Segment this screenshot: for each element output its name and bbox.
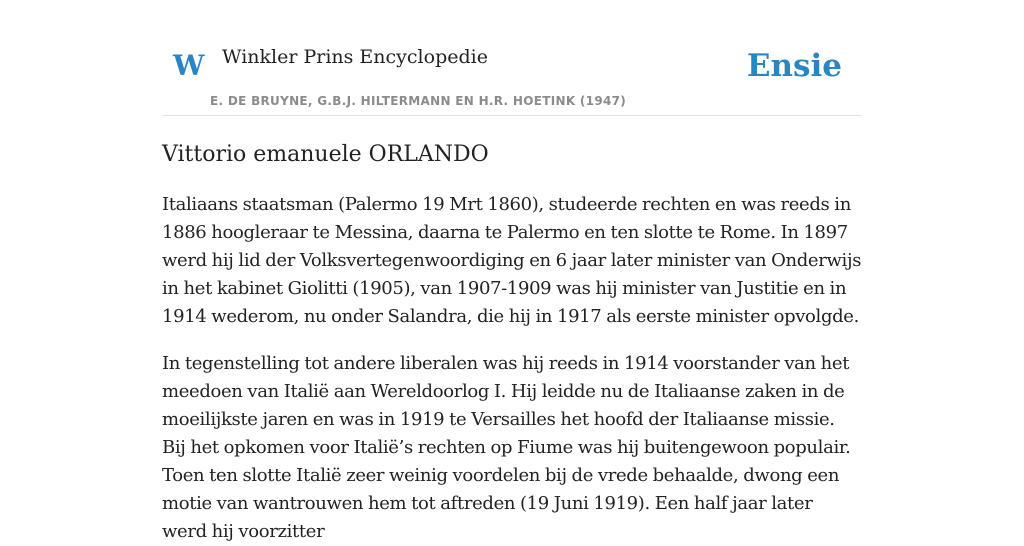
publication-title[interactable]: Winkler Prins Encyclopedie [222,46,488,68]
article-paragraph-2: In tegenstelling tot andere liberalen was hij reeds in 1914 voorstander van het meedoen van Italië aan Wereldoorlog I. Hij leidde nu de Italiaanse zaken in de moeilijkste jaren en was in 1919 te Versailles het hoofd der Italiaanse missie. Bij het opkomen voor Italië’s rechten op Fiume was hij buitengewoon populair. Toen ten slotte Italië zeer weinig voordelen bij de vrede behaalde, dwong een motie van wantrouwen hem tot aftreden (19 Juni 1919). Een half jaar later werd hij voorzitter [162,353,851,542]
site-header [162,0,862,116]
publication-authors: E. DE BRUYNE, G.B.J. HILTERMANN EN H.R. HOETINK (1947) [210,94,627,108]
article-paragraph-1: Italiaans staatsman (Palermo 19 Mrt 1860), studeerde rechten en was reeds in 1886 hoogleraar te Messina, daarna te Palermo en ten slotte te Rome. In 1897 werd hij lid der Volksvertegenwoordiging en 6 jaar later minister van Onderwijs in het kabinet Giolitti (1905), van 1907-1909 was hij minister van Justitie en in 1914 wederom, nu onder Salandra, die hij in 1917 als eerste minister opvolgde. [162,194,862,327]
publication-logo-icon[interactable]: W [173,49,205,82]
ensie-home-link[interactable]: Ensie [746,48,842,84]
article-body [162,140,862,546]
article-title: Vittorio emanuele ORLANDO [162,142,489,167]
